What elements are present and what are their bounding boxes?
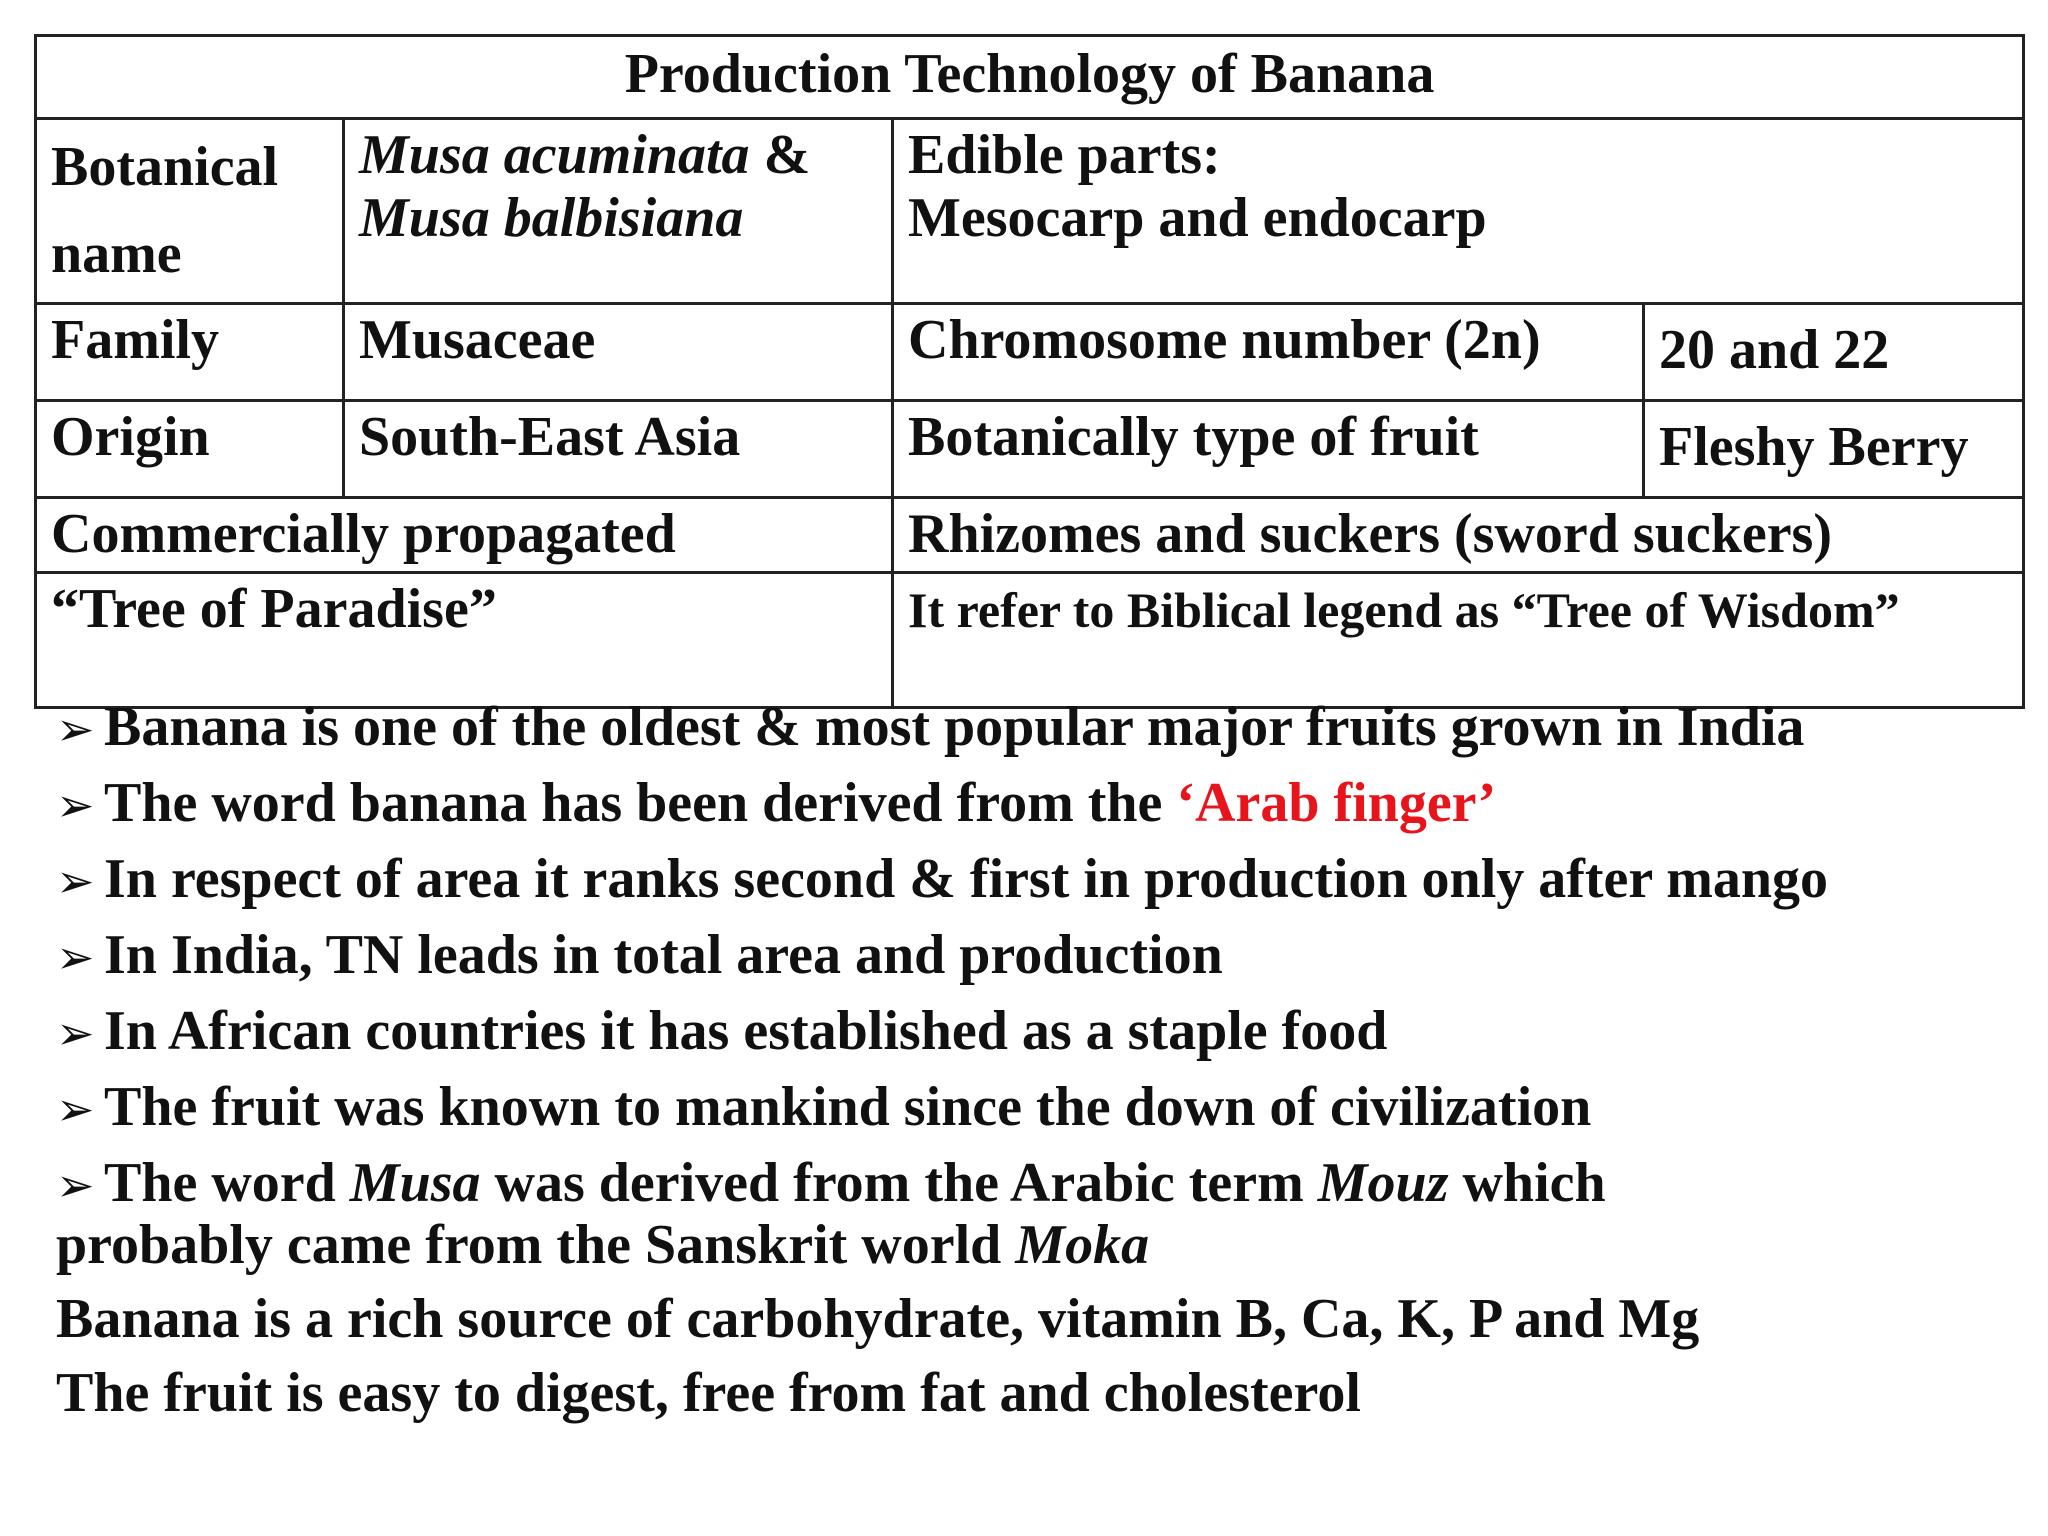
list-item	[56, 918, 2016, 994]
species-acuminata: Musa acuminata	[359, 124, 750, 186]
fact-text: which	[1448, 1152, 1606, 1214]
chromosome-label: Chromosome number (2n)	[893, 303, 1644, 400]
fact-continuation	[56, 1208, 1149, 1282]
propagation-label: Commercially propagated	[36, 497, 893, 572]
paradise-label: “Tree of Paradise”	[36, 572, 893, 707]
family-value: Musaceae	[344, 303, 893, 400]
nutrition-line: Banana is a rich source of carbohydrate, vitamin B, Ca, K, P and Mg	[56, 1288, 1700, 1350]
continuation-text: probably came from the Sanskrit world	[56, 1214, 1016, 1276]
fact-text: The word	[104, 1152, 350, 1214]
chromosome-value: 20 and 22	[1644, 303, 2024, 400]
facts-list	[56, 690, 2016, 1222]
fact-text: In African countries it has established as a staple food	[104, 1000, 1388, 1062]
arrow-bullet-icon: ➢	[56, 930, 95, 984]
origin-value: South-East Asia	[344, 400, 893, 497]
moka-term: Moka	[1015, 1214, 1150, 1276]
botanical-name-value	[344, 119, 893, 304]
digestion-line: The fruit is easy to digest, free from fat and cholesterol	[56, 1362, 1361, 1424]
fact-text: Banana is one of the oldest & most popular major fruits grown in India	[104, 696, 1805, 758]
arrow-bullet-icon: ➢	[56, 1006, 95, 1060]
family-label: Family	[36, 303, 344, 400]
list-item	[56, 766, 2016, 842]
fruit-type-label: Botanically type of fruit	[893, 400, 1644, 497]
arrow-bullet-icon: ➢	[56, 854, 95, 908]
arrow-bullet-icon: ➢	[56, 778, 95, 832]
fruit-type-value: Fleshy Berry	[1644, 400, 2024, 497]
origin-label: Origin	[36, 400, 344, 497]
fact-text: was derived from the Arabic term	[480, 1152, 1318, 1214]
list-item	[56, 1070, 2016, 1146]
fact-text: In respect of area it ranks second & first in production only after mango	[104, 848, 1829, 910]
table-title: Production Technology of Banana	[36, 36, 2024, 119]
list-item	[56, 690, 2016, 766]
fact-text: The fruit was known to mankind since the down of civilization	[104, 1076, 1592, 1138]
mouz-term: Mouz	[1317, 1152, 1449, 1214]
propagation-value: Rhizomes and suckers (sword suckers)	[893, 497, 2024, 572]
fact-text: The word banana has been derived from the	[104, 772, 1177, 834]
arab-finger-highlight: ‘Arab finger’	[1176, 772, 1497, 834]
species-joiner: &	[749, 124, 811, 186]
arrow-bullet-icon: ➢	[56, 702, 95, 756]
musa-term: Musa	[349, 1152, 481, 1214]
fact-text: In India, TN leads in total area and production	[104, 924, 1223, 986]
paradise-value: It refer to Biblical legend as “Tree of Wisdom”	[893, 572, 2024, 707]
species-balbisiana: Musa balbisiana	[359, 186, 744, 249]
arrow-bullet-icon: ➢	[56, 1158, 95, 1212]
edible-parts-cell	[893, 119, 2024, 304]
list-item	[56, 994, 2016, 1070]
botanical-name-label: Botanical name	[36, 119, 344, 304]
edible-parts-value: Mesocarp and endocarp	[908, 186, 1487, 249]
list-item	[56, 842, 2016, 918]
banana-info-table	[34, 34, 2025, 709]
edible-parts-label: Edible parts:	[908, 124, 1221, 186]
arrow-bullet-icon: ➢	[56, 1082, 95, 1136]
